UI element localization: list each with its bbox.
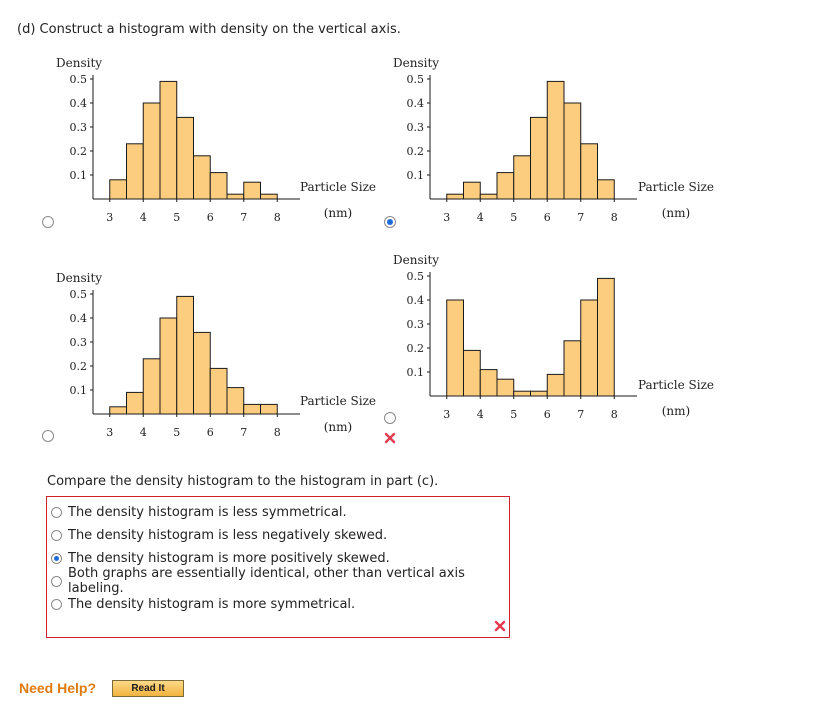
- y-tick-label: 0.4: [406, 97, 424, 110]
- x-tick-label: 4: [476, 211, 484, 224]
- read-it-button[interactable]: Read It: [112, 680, 184, 697]
- histogram-bar: [227, 194, 244, 199]
- wrong-x-icon: [493, 619, 507, 633]
- need-help-label: Need Help?: [19, 680, 97, 696]
- y-tick-label: 0.2: [406, 342, 424, 355]
- radio-more-symmetrical[interactable]: [51, 599, 62, 610]
- histogram-bar: [497, 379, 514, 396]
- histogram-bar: [464, 182, 481, 199]
- histogram-bar: [110, 407, 127, 414]
- histogram-bar: [581, 300, 598, 396]
- x-tick-label: 8: [610, 211, 618, 224]
- histogram-bar: [514, 156, 531, 199]
- y-tick-label: 0.3: [69, 121, 87, 134]
- histogram-bar: [143, 359, 160, 414]
- histogram-bar: [497, 173, 514, 199]
- histogram-bar: [447, 194, 464, 199]
- histogram-bar: [210, 173, 227, 199]
- option-label: Both graphs are essentially identical, other than vertical axis labeling.: [68, 566, 465, 596]
- histogram-bar: [261, 404, 278, 414]
- x-axis-unit: (nm): [323, 206, 353, 220]
- x-tick-label: 4: [476, 408, 484, 421]
- histogram-bar: [480, 370, 497, 396]
- histogram-bar: [564, 103, 581, 199]
- histogram-bar: [244, 404, 261, 414]
- y-tick-label: 0.3: [406, 318, 424, 331]
- y-tick-label: 0.1: [406, 169, 424, 182]
- option-label: The density histogram is more positively skewed.: [68, 550, 390, 566]
- histogram-bar: [194, 332, 211, 414]
- x-axis-title: Particle Size: [637, 180, 715, 194]
- compare-prompt: Compare the density histogram to the histogram in part (c).: [47, 474, 439, 489]
- histogram-choice-radio[interactable]: [43, 431, 54, 442]
- x-axis-title: Particle Size: [299, 394, 377, 408]
- x-tick-label: 3: [443, 408, 451, 421]
- y-tick-label: 0.1: [69, 384, 87, 397]
- histogram-bar: [464, 350, 481, 396]
- option-more-symmetrical[interactable]: [51, 594, 355, 614]
- histogram-bar: [531, 391, 548, 396]
- y-axis-label: Density: [393, 253, 440, 267]
- radio-less-symmetrical[interactable]: [51, 507, 62, 518]
- histogram-bar: [194, 156, 211, 199]
- x-tick-label: 5: [173, 211, 181, 224]
- x-tick-label: 7: [240, 211, 248, 224]
- y-tick-label: 0.2: [69, 360, 87, 373]
- x-tick-label: 8: [273, 426, 281, 439]
- x-tick-label: 3: [106, 211, 114, 224]
- histogram-bar: [547, 81, 564, 199]
- histogram-bar: [564, 341, 581, 396]
- y-tick-label: 0.4: [406, 294, 424, 307]
- x-tick-label: 4: [139, 211, 147, 224]
- radio-less-negatively-skewed[interactable]: [51, 530, 62, 541]
- histogram-bar: [261, 194, 278, 199]
- histogram-bar: [177, 296, 194, 414]
- histogram-choice-radio[interactable]: [385, 413, 396, 424]
- y-tick-label: 0.5: [69, 73, 87, 86]
- compare-options-box: [46, 496, 510, 638]
- histogram-bar: [127, 392, 144, 414]
- histogram-bar: [160, 318, 177, 414]
- x-tick-label: 5: [510, 408, 518, 421]
- y-tick-label: 0.4: [69, 97, 87, 110]
- option-label: The density histogram is less symmetrical.: [68, 504, 347, 520]
- histogram-bar: [160, 81, 177, 199]
- histogram-bar: [547, 374, 564, 396]
- y-axis-label: Density: [393, 56, 440, 70]
- x-axis-title: Particle Size: [299, 180, 377, 194]
- y-tick-label: 0.4: [69, 312, 87, 325]
- x-tick-label: 6: [206, 426, 214, 439]
- question-prompt: Construct a histogram with density on the vertical axis.: [39, 22, 401, 37]
- histogram-bar: [598, 180, 615, 199]
- y-tick-label: 0.5: [406, 270, 424, 283]
- x-tick-label: 7: [240, 426, 248, 439]
- x-tick-label: 8: [273, 211, 281, 224]
- histogram-bar: [244, 182, 261, 199]
- option-more-positively-skewed[interactable]: [51, 548, 390, 568]
- x-tick-label: 6: [206, 211, 214, 224]
- radio-more-positively-skewed[interactable]: [51, 553, 62, 564]
- histogram-bar: [210, 368, 227, 414]
- y-tick-label: 0.1: [406, 366, 424, 379]
- x-tick-label: 6: [543, 408, 551, 421]
- y-tick-label: 0.1: [69, 169, 87, 182]
- y-tick-label: 0.5: [406, 73, 424, 86]
- histogram-bar: [514, 391, 531, 396]
- x-tick-label: 5: [173, 426, 181, 439]
- x-axis-title: Particle Size: [637, 378, 715, 392]
- histogram-choice-radio[interactable]: [43, 217, 54, 228]
- x-tick-label: 7: [577, 211, 585, 224]
- x-tick-label: 7: [577, 408, 585, 421]
- option-label: The density histogram is less negatively skewed.: [68, 527, 388, 543]
- histogram-bar: [227, 388, 244, 414]
- histogram-bar: [581, 144, 598, 199]
- y-axis-label: Density: [56, 271, 103, 285]
- histogram-bar: [143, 103, 160, 199]
- y-tick-label: 0.3: [406, 121, 424, 134]
- x-tick-label: 4: [139, 426, 147, 439]
- option-essentially-identical[interactable]: [51, 566, 509, 596]
- option-less-negatively-skewed[interactable]: [51, 525, 387, 545]
- option-less-symmetrical[interactable]: [51, 502, 347, 522]
- x-axis-unit: (nm): [661, 404, 691, 418]
- histogram-bar: [127, 144, 144, 199]
- histogram-bar: [177, 117, 194, 199]
- y-tick-label: 0.2: [406, 145, 424, 158]
- histogram-bar: [447, 300, 464, 396]
- y-tick-label: 0.2: [69, 145, 87, 158]
- y-tick-label: 0.5: [69, 288, 87, 301]
- histogram-bar: [531, 117, 548, 199]
- x-tick-label: 3: [106, 426, 114, 439]
- histogram-bar: [598, 278, 615, 396]
- x-axis-unit: (nm): [323, 420, 353, 434]
- question-part-label: (d): [17, 22, 36, 37]
- histogram-bar: [480, 194, 497, 199]
- x-tick-label: 6: [543, 211, 551, 224]
- x-tick-label: 5: [510, 211, 518, 224]
- radio-essentially-identical[interactable]: [51, 576, 62, 587]
- x-axis-unit: (nm): [661, 206, 691, 220]
- x-tick-label: 8: [610, 408, 618, 421]
- y-tick-label: 0.3: [69, 336, 87, 349]
- x-tick-label: 3: [443, 211, 451, 224]
- radio-selected-dot: [387, 219, 393, 225]
- option-label: The density histogram is more symmetrical.: [68, 596, 356, 612]
- histogram-bar: [110, 180, 127, 199]
- y-axis-label: Density: [56, 56, 103, 70]
